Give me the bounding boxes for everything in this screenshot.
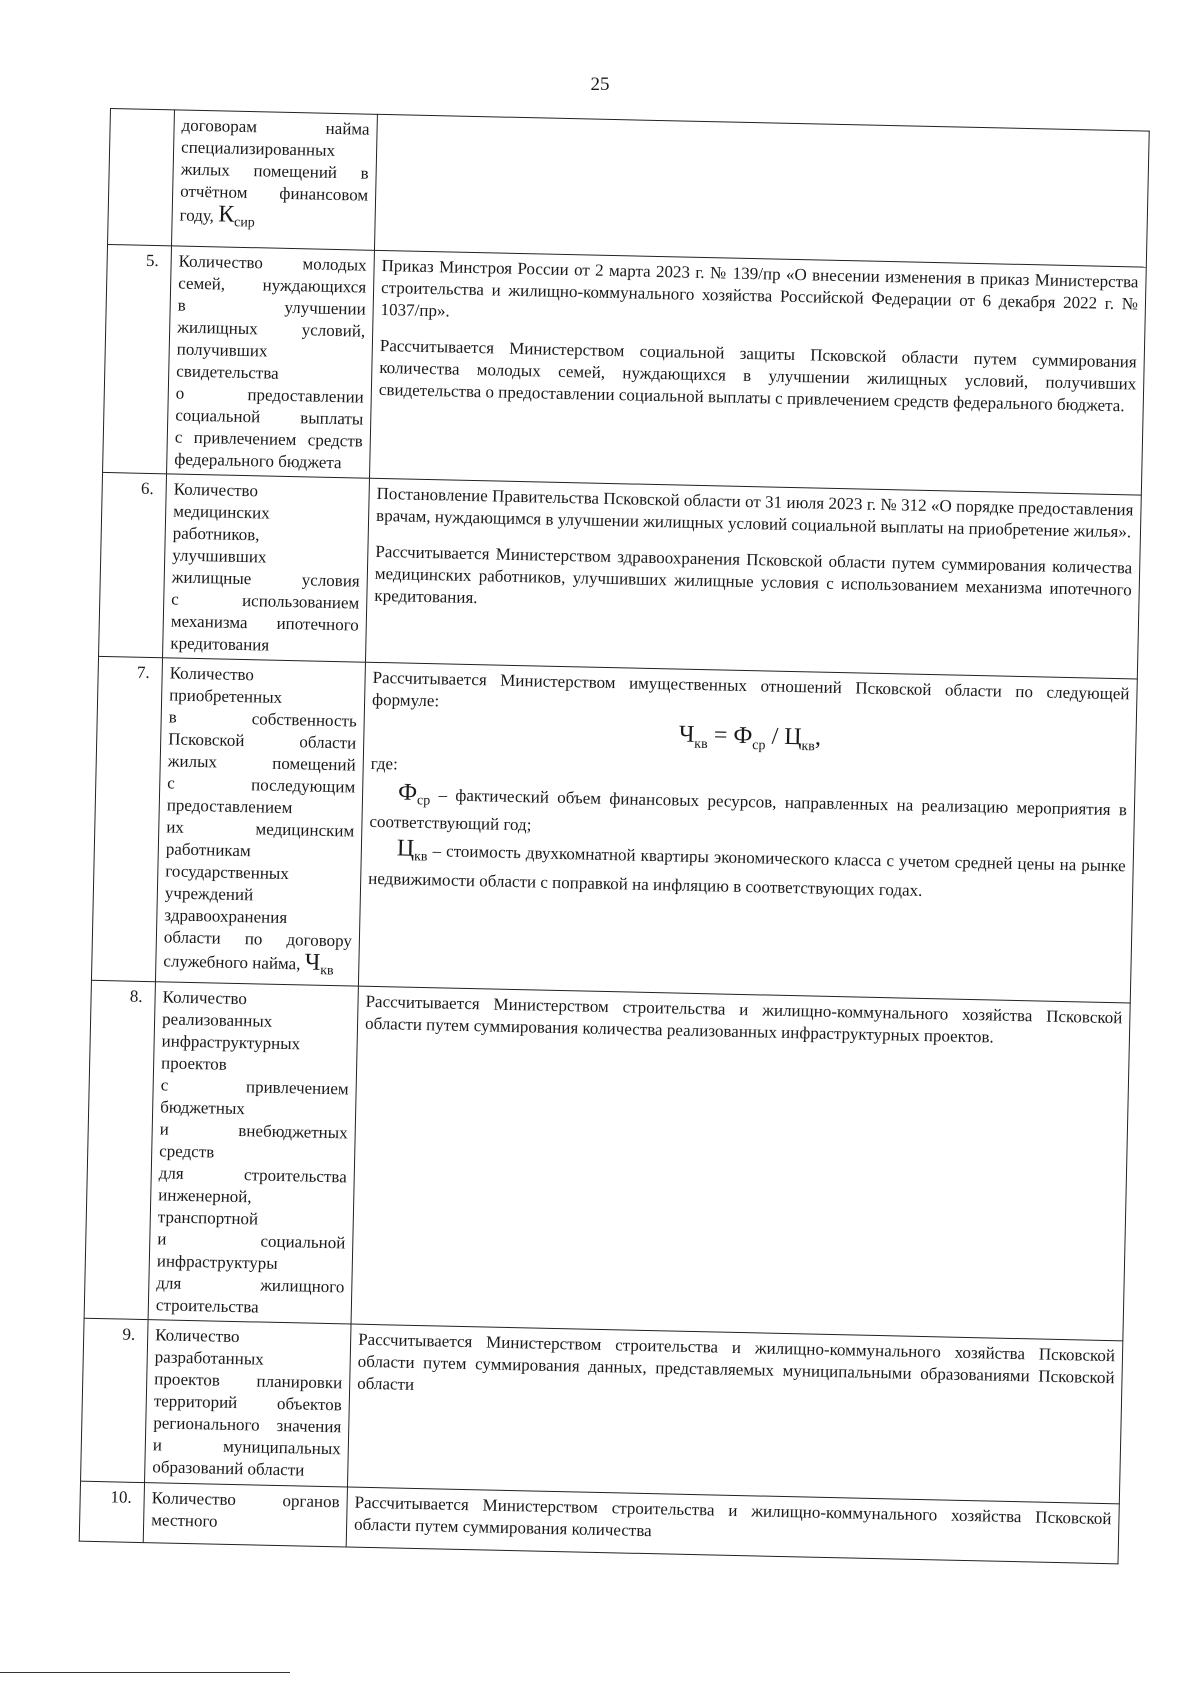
name-line: территорий объектов: [153, 1391, 342, 1415]
name-line: Количество: [162, 987, 248, 1009]
def-text: – фактический объем финансовых ресурсов, направленных на реализацию мероприятия в соответствующий год;: [369, 784, 1128, 835]
formula-divide: /: [765, 723, 785, 750]
indicator-method: [351, 987, 1130, 1342]
indicator-symbol: Ч: [304, 949, 321, 976]
name-line: Количество органов: [151, 1488, 340, 1512]
name-line: жилищные условия: [171, 567, 360, 591]
calculation-method: Рассчитывается Министерством строительства и жилищно-коммунального хозяйства Псковской области путем суммирования данных, представляемых муниципальными образованиями Псковской области: [357, 1330, 1116, 1395]
name-line: Количество: [155, 1325, 240, 1347]
indicator-method: [347, 1324, 1122, 1504]
name-line: федерального бюджета: [174, 449, 342, 473]
name-line: разработанных: [154, 1347, 264, 1370]
name-line: их медицинским: [166, 817, 355, 841]
indicator-name: [148, 982, 358, 1324]
name-line: [163, 948, 352, 982]
indicator-symbol: К: [217, 201, 235, 228]
name-line: в улучшении: [177, 295, 366, 319]
name-line: улучшивших: [172, 545, 267, 567]
name-line: механизма ипотечного: [170, 611, 359, 635]
name-line: Количество: [169, 663, 255, 685]
legal-basis: Приказ Минстроя России от 2 марта 2023 г. № 139/пр «О внесении изменения в приказ Министерства строительства и жилищно-коммунального хозяйства Российской Федерации от 6 декабря 2022 г. № 1037/пр».: [380, 255, 1139, 321]
indicator-symbol-sub: сир: [233, 215, 255, 231]
name-line: области по договору: [163, 927, 353, 951]
legal-basis: Постановление Правительства Псковской области от 31 июля 2023 г. № 312 «О порядке предоставления врачам, нуждающимся в улучшении жилищных условий социальной выплаты на приобретение жилья».: [375, 483, 1134, 542]
name-line-text: году,: [179, 205, 215, 226]
name-line: медицинских: [173, 501, 270, 523]
name-line: свидетельства: [176, 361, 279, 383]
name-line: предоставлением: [166, 795, 293, 818]
name-line: проектов планировки: [154, 1369, 343, 1393]
name-line: государственных: [165, 861, 290, 884]
indicator-method: [365, 478, 1141, 679]
name-line-text: служебного найма,: [163, 951, 301, 974]
name-line: образований области: [152, 1457, 305, 1480]
name-line: в собственность: [168, 707, 357, 731]
name-line: [179, 203, 368, 237]
page-number: 25: [590, 74, 610, 95]
footnote-separator: [0, 1672, 290, 1673]
name-line: семей, нуждающихся: [177, 273, 367, 297]
indicator-name: [155, 658, 365, 987]
definition-tskv: [368, 837, 1126, 906]
formula-equals: =: [707, 722, 734, 749]
name-line: учреждений: [164, 883, 254, 905]
name-line: и муниципальных: [152, 1435, 342, 1459]
name-line: приобретенных: [169, 685, 283, 707]
formula-numerator: Ф: [733, 722, 753, 750]
name-line: с использованием: [171, 589, 360, 613]
indicator-name: [167, 246, 375, 478]
table-row: [108, 109, 1150, 268]
name-line: кредитования: [170, 633, 270, 655]
name-line: проектов: [160, 1053, 227, 1075]
name-line: с привлечением: [160, 1075, 349, 1099]
indicator-method: [369, 250, 1146, 495]
name-line: здравоохранения: [164, 905, 288, 928]
formula-lhs-sub: кв: [694, 736, 708, 752]
name-line: о предоставлении: [175, 383, 364, 407]
calculation-method: Рассчитывается Министерством здравоохранения Псковской области путем суммирования количества медицинских работников, улучшивших жилищные условия с использованием механизма ипотечного кредитования.: [374, 541, 1133, 608]
name-line: Псковской области: [168, 729, 357, 753]
table-row: [91, 656, 1137, 1003]
name-line: реализованных: [161, 1009, 273, 1032]
table-row: [81, 1319, 1123, 1505]
table-row: [103, 244, 1147, 495]
row-number: 5.: [103, 244, 172, 473]
indicator-method: [358, 662, 1137, 1003]
name-line: инфраструктурных: [161, 1031, 301, 1054]
name-line: и внебюджетных: [159, 1119, 348, 1143]
calculation-method: Рассчитывается Министерством социальной защиты Псковской области путем суммирования количества молодых семей, нуждающихся в улучшении жилищных условий, получивших свидетельства о предоставлении социальной выплаты с привлечением средств федерального бюджета.: [378, 335, 1137, 416]
formula-denominator: Ц: [783, 723, 802, 751]
def-symbol-sub: кв: [413, 849, 428, 865]
row-number: [108, 109, 175, 246]
calculation-method: Рассчитывается Министерством строительства и жилищно-коммунального хозяйства Псковской области путем суммирования количества: [353, 1493, 1112, 1541]
name-line: социальной выплаты: [175, 405, 364, 429]
name-line: для жилищного: [156, 1273, 345, 1297]
name-line: и социальной: [157, 1229, 346, 1253]
def-symbol: Ф: [397, 779, 418, 806]
name-line: с привлечением средств: [174, 427, 364, 451]
row-number: 7.: [91, 656, 162, 982]
name-line: инфраструктуры: [156, 1251, 278, 1274]
indicator-symbol-sub: кв: [320, 963, 334, 979]
name-line: отчётном финансовом: [179, 181, 369, 205]
def-text: – стоимость двухкомнатной квартиры экономического класса с учетом средней цены на рынке недвижимости области с поправкой на инфляцию в соответствующих годах.: [368, 841, 1126, 900]
name-line: получивших: [176, 339, 268, 361]
formula-lhs: Ч: [678, 721, 695, 748]
indicator-name: [163, 474, 370, 662]
name-line: для строительства: [158, 1163, 347, 1187]
calculation-method: Рассчитывается Министерством строительства и жилищно-коммунального хозяйства Псковской области путем суммирования количества реализованных инфраструктурных проектов.: [364, 992, 1123, 1047]
row-number: 8.: [84, 981, 155, 1320]
table-row: [84, 981, 1130, 1342]
name-line: жилых помещений в: [180, 159, 369, 183]
name-line: договорам найма: [181, 115, 370, 139]
name-line: средств: [159, 1141, 215, 1162]
name-line: Количество молодых: [178, 251, 367, 275]
name-line: специализированных: [180, 137, 336, 160]
name-line: работников,: [172, 523, 260, 545]
name-line: бюджетных: [160, 1097, 246, 1119]
formula-denominator-sub: кв: [801, 739, 815, 755]
calculation-method: Рассчитывается Министерством имущественных отношений Псковской области по следующей формуле:: [371, 667, 1130, 711]
indicator-name: [143, 1483, 347, 1547]
name-line: регионального значения: [153, 1413, 342, 1437]
name-line: Количество: [173, 479, 259, 501]
formula-comma: ,: [814, 724, 822, 751]
table-row: [99, 472, 1142, 679]
indicator-name: [172, 110, 378, 250]
name-line: работникам: [165, 839, 251, 861]
def-symbol: Ц: [396, 835, 415, 862]
formula-numerator-sub: ср: [752, 737, 766, 754]
name-line: жилых помещений: [167, 751, 356, 775]
def-symbol-sub: ср: [416, 793, 431, 809]
indicator-method: [374, 114, 1149, 267]
name-line: инженерной,: [158, 1185, 252, 1207]
row-number: 9.: [81, 1319, 149, 1483]
where-label: где:: [370, 753, 399, 774]
row-number: 10.: [79, 1482, 144, 1543]
row-number: 6.: [99, 472, 167, 657]
indicators-table: [79, 108, 1150, 1565]
indicator-name: [145, 1320, 352, 1487]
name-line: местного: [150, 1510, 218, 1532]
name-line: транспортной: [157, 1207, 259, 1229]
name-line: строительства: [155, 1295, 259, 1317]
name-line: жилищных условий,: [177, 317, 366, 341]
name-line: с последующим: [167, 773, 356, 797]
